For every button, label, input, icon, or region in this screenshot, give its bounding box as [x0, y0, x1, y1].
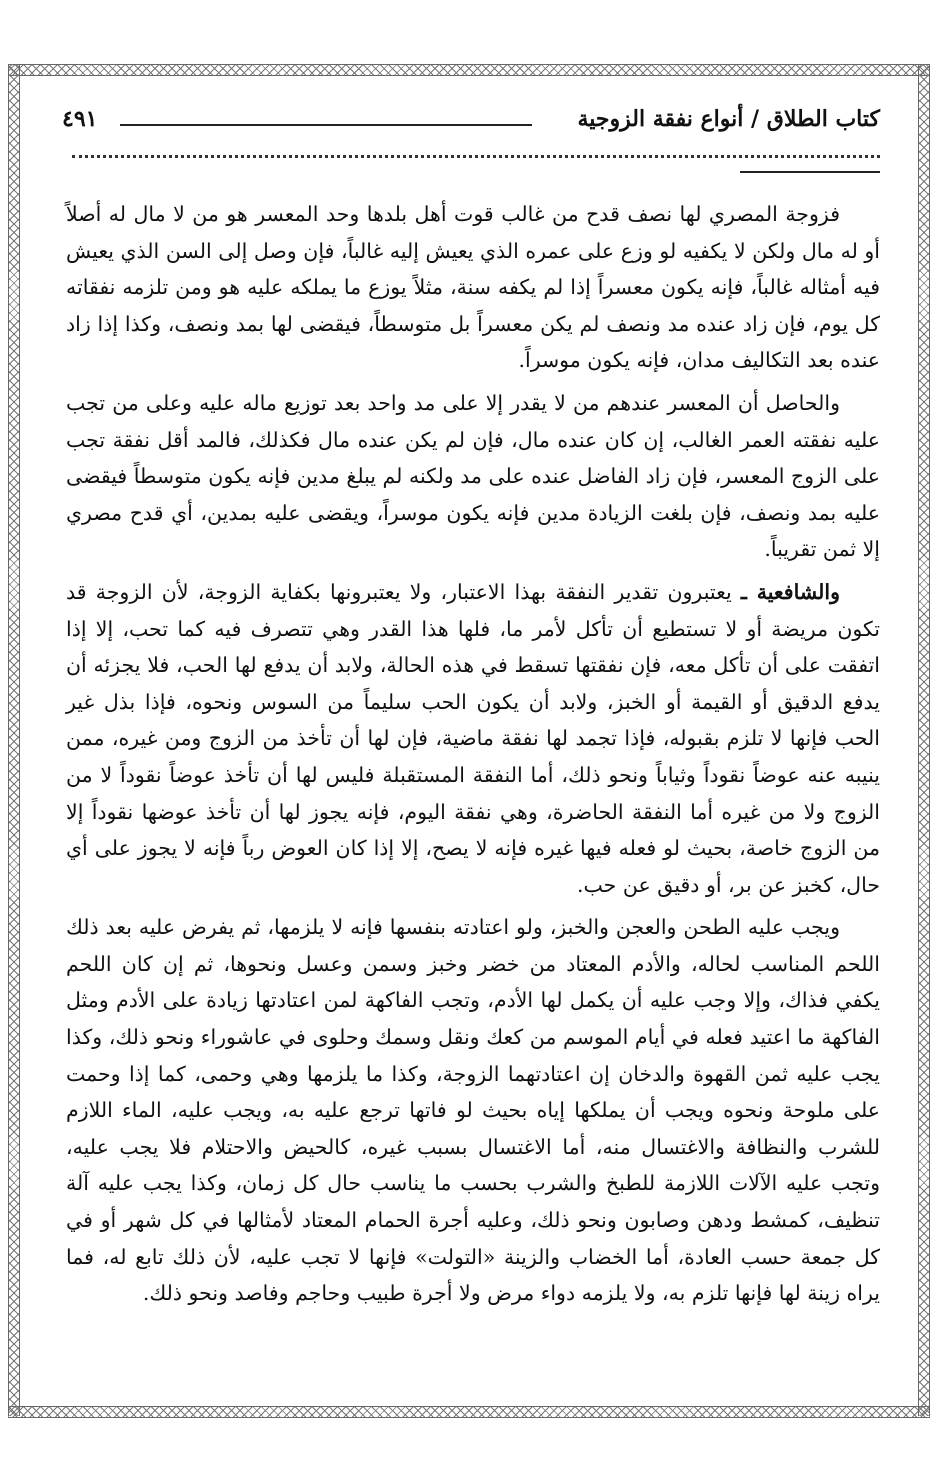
body-text: [66, 196, 880, 1318]
ornamental-border-top: [8, 64, 930, 76]
header-rule: [120, 124, 532, 126]
paragraph-4: ويجب عليه الطحن والعجن والخبز، ولو اعتادته بنفسها فإنه لا يلزمها، ثم يفرض عليه بعد ذلك اللحم المناسب لحاله، والأدم المعتاد من خضر وخبز وسمن وعسل ونحوها، ثم إن كان اللحم يكفي فذاك، وإلا وجب عليه أن يكمل لها الأدم، وتجب الفاكهة لمن اعتادتها زيادة على الأدم ومثل الفاكهة ما اعتيد فعله في أيام الموسم من كعك ونقل وسمك وحلوى في عاشوراء ونحو ذلك، وكذا يجب عليه ثمن القهوة والدخان إن اعتادتهما الزوجة، وكذا ما يلزمها وهي وحمى، كما إذا وحمت على ملوحة ونحوه ويجب أن يملكها إياه بحيث لو فاتها ترجع عليه به، ويجب عليه، الماء اللازم للشرب والنظافة والاغتسال منه، أما الاغتسال بسبب غيره، كالحيض والاحتلام فلا يجب عليه، وتجب عليه الآلات اللازمة للطبخ والشرب بحسب ما يناسب حال كل زمان، وكذا يجب عليه آلة تنظيف، كمشط ودهن وصابون ونحو ذلك، وعليه أجرة الحمام المعتاد لأمثالها في كل شهر أو في كل جمعة حسب العادة، أما الخضاب والزينة «التولت» فإنها لا تجب عليه، لأن ذلك تابع له، فما يراه زينة لها فإنها تلزم به، ولا يلزمه دواء مرض ولا أجرة طبيب وحاجم وفاصد ونحو ذلك.: [66, 915, 880, 1306]
ornamental-border-right: [918, 64, 930, 1416]
page-number: ٤٩١: [62, 106, 98, 132]
running-head: كتاب الطلاق / أنواع نفقة الزوجية: [577, 106, 880, 132]
paragraph-3-lead: والشافعية ـ: [740, 579, 840, 604]
paragraph-1: فزوجة المصري لها نصف قدح من غالب قوت أهل بلدها وحد المعسر هو من لا مال له أصلاً أو له مال ولكن لا يكفيه لو وزع على عمره الذي يعيش إليه غالباً، فإن وصل إلى السن الذي يعيش فيه أمثاله غالباً، فإنه يكون معسراً إذا لم يكفه سنة، مثلاً يوزع ما يملكه عليه هو ومن تلزمه نفقاته كل يوم، فإن زاد عنده مد ونصف لم يكن معسراً بل متوسطاً، فيقضى لها بمد ونصف، وكذا إذا زاد عنده بعد التكاليف مدان، فإنه يكون موسراً.: [66, 202, 880, 373]
paragraph-3: [66, 574, 880, 903]
short-rule: [740, 171, 880, 173]
dotted-separator: [72, 155, 880, 158]
ornamental-border-left: [8, 64, 20, 1416]
page-header: [62, 102, 880, 142]
paragraph-3-text: يعتبرون تقدير النفقة بهذا الاعتبار، ولا يعتبرونها بكفاية الزوجة، لأن الزوجة قد تكون مريضة أو لا تستطيع أن تأكل لأمر ما، فلها هذا القدر وهي تتصرف فيه كما تحب، إلا إذا اتفقت على أن تأكل معه، فإن نفقتها تسقط في هذه الحالة، ولابد أن يدفع لها الحب، فلا يجزئه أن يدفع الدقيق أو القيمة أو الخبز، ولابد أن يكون الحب سليماً من السوس ونحوه، فإذا بذل غير الحب فإنها لا تلزم بقبوله، فإذا تجمد لها نفقة ماضية، فإن لها أن تأخذ من الزوج ومن غيره، ممن ينيبه عنه عوضاً نقوداً وثياباً ونحو ذلك، أما النفقة المستقبلة فليس لها أن تأخذ عوضاً نقوداً لا من الزوج ولا من غيره أما النفقة الحاضرة، وهي نفقة اليوم، فإنه يجوز لها أن تأخذ عوضها نقوداً إلا من الزوج خاصة، بحيث لو فعله فيها غيره فإنه لا يصح، إلا إذا كان العوض رباً فإنه لا يجوز على أي حال، كخبز عن بر، أو دقيق عن حب.: [66, 579, 880, 897]
ornamental-border-bottom: [8, 1406, 930, 1418]
paragraph-2: والحاصل أن المعسر عندهم من لا يقدر إلا على مد واحد بعد توزيع ماله عليه وعلى من تجب عليه نفقته العمر الغالب، إن كان عنده مال، فإن لم يكن عنده مال فكذلك، فالمد أقل نفقة تجب على الزوج المعسر، فإن زاد الفاضل عنده على مد ولكنه لم يبلغ مدين فإنه يكون متوسطاً فيقضى عليه بمد ونصف، فإن بلغت الزيادة مدين فإنه يكون موسراً، ويقضى عليه بمدين، أي قدح مصري إلا ثمن تقريباً.: [66, 390, 880, 562]
